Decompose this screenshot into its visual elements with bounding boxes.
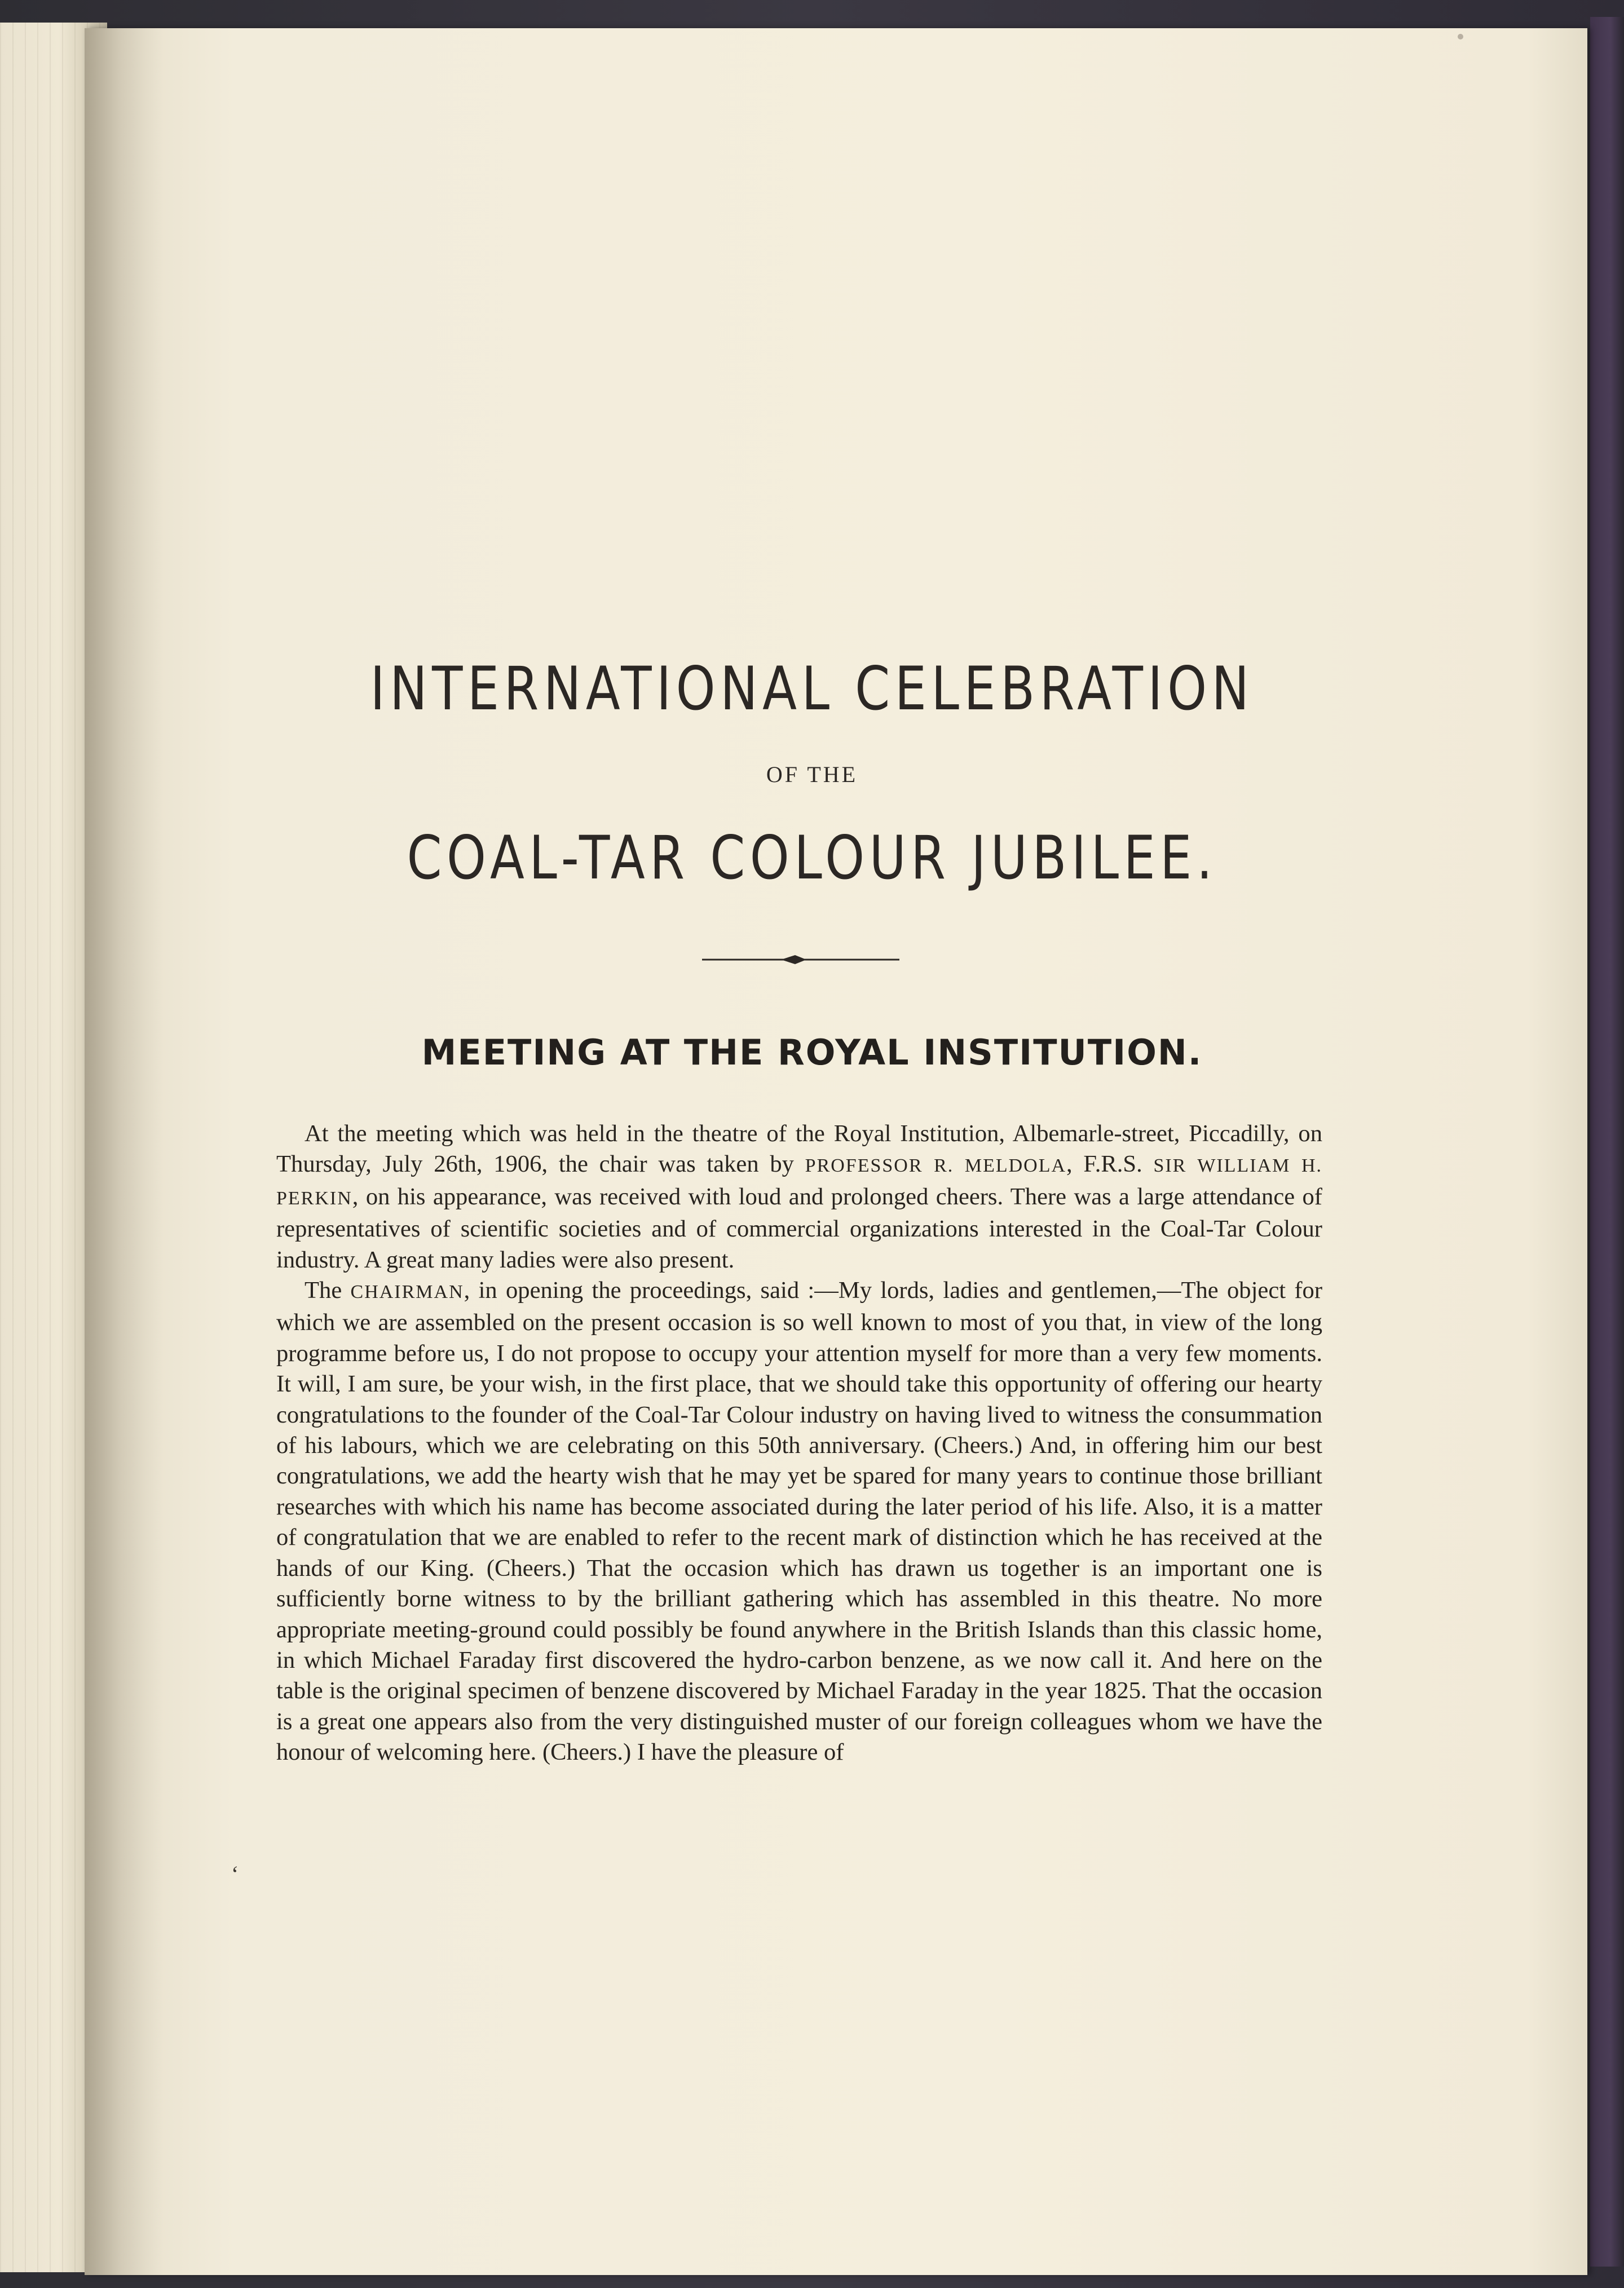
chair-name: PROFESSOR R. MELDOLA: [805, 1155, 1067, 1177]
section-heading: MEETING AT THE ROYAL INSTITUTION.: [421, 1032, 1203, 1073]
paragraph-2: [276, 1275, 1322, 1768]
title-connector: OF THE: [766, 762, 858, 787]
para2-text-b: , in opening the proceedings, said :—My lords, ladies and gentlemen,—The object for which we are assembled on the present occasion is so well known to most of you that, in view of the long programme before us, I do not propose to occupy your attention myself for more than a very few moments. It will, I am sure, be your wish, in the first place, that we should take this opportunity of offering our hearty congratulations to the founder of the Coal-Tar Colour industry on having lived to witness the consummation of his labours, which we are celebrating on this 50th anniversary. (Cheers.) And, in offering him our best congratulations, we add the hearty wish that he may yet be spared for many years to continue those brilliant researches with which his name has become associated during the later period of his life. Also, it is a matter of congratulation that we are enabled to refer to the recent mark of distinction which he has received at the hands of our King. (Cheers.) That the occasion which has drawn us together is an important one is sufficiently borne witness to by the brilliant gathering which has assembled in this theatre. No more appropriate meeting-ground could possibly be found anywhere in the British Islands than this classic home, in which Michael Faraday first discovered the hydro-carbon benzene, as we now call it. And here on the table is the original specimen of benzene discovered by Michael Faraday in the year 1825. That the occasion is a great one appears also from the very distinguished muster of our foreign colleagues whom we have the honour of welcoming here. (Cheers.) I have the pleasure of: [276, 1277, 1323, 1766]
title-line-1: INTERNATIONAL CELEBRATION: [370, 654, 1254, 723]
body-text: [276, 1119, 1322, 1768]
para1-text-b: , F.R.S.: [1066, 1151, 1154, 1178]
gutter-shadow: [85, 28, 164, 2275]
speaker-name: CHAIRMAN: [350, 1282, 464, 1303]
para1-text-c: , on his appearance, was received with loud and prolonged cheers. There was a large attendance of representatives of scientific societies and of commercial organizations interested in the Coal-Tar Colour industry. A great many ladies were also present.: [276, 1183, 1322, 1273]
title-line-2: COAL-TAR COLOUR JUBILEE.: [407, 823, 1217, 893]
guest-name: SIR WILLIAM H. PERKIN: [276, 1155, 1322, 1209]
para1-text-a: At the meeting which was held in the theatre of the Royal Institution, Albemarle-street, Piccadilly, on Thursday, July 26th, 1906, the chair was taken by: [276, 1120, 1322, 1178]
margin-mark: ‘: [231, 1861, 239, 1887]
ornamental-divider: [702, 949, 899, 970]
para2-text-a: The: [304, 1277, 351, 1304]
paragraph-1: [276, 1119, 1322, 1275]
paper-speck: [1458, 34, 1463, 39]
book-cover-edge: [1590, 17, 1624, 2267]
